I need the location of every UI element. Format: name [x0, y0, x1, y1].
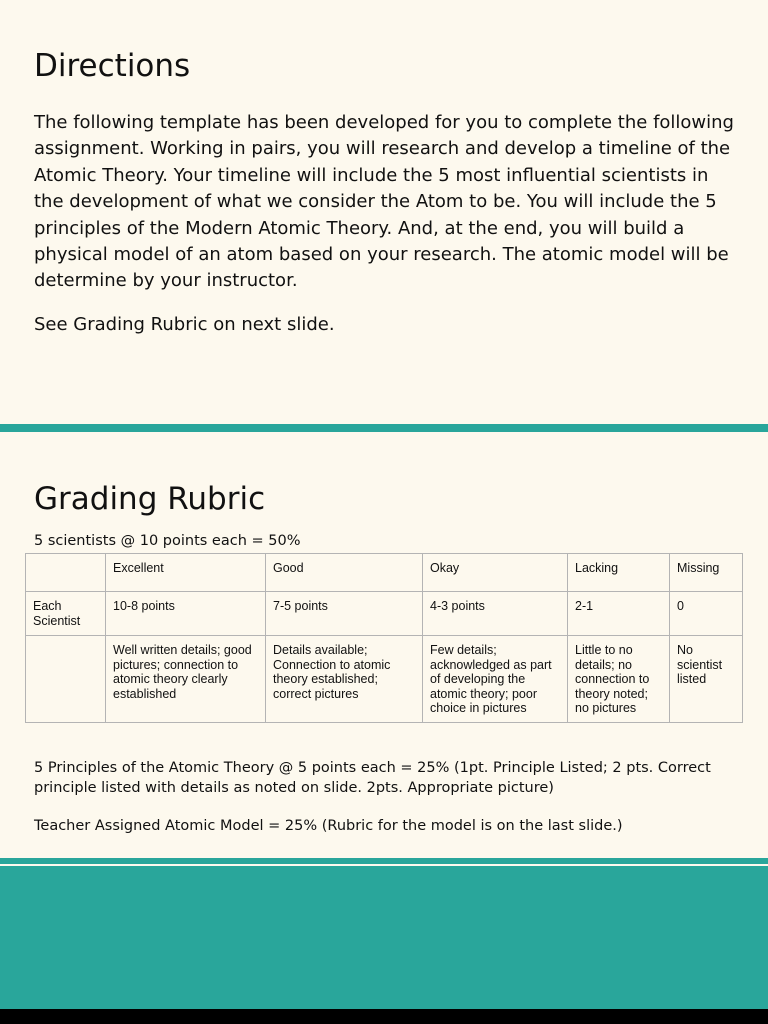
- table-header-cell: [26, 554, 106, 592]
- table-cell: Few details; acknowledged as part of developing the atomic theory; poor choice in pictures: [423, 636, 568, 723]
- table-row: [26, 636, 743, 723]
- rubric-table: [25, 553, 743, 723]
- slide-divider-bar: [0, 424, 768, 432]
- table-cell: 10-8 points: [106, 592, 266, 636]
- table-header-cell: Excellent: [106, 554, 266, 592]
- table-cell: 7-5 points: [266, 592, 423, 636]
- directions-slide: [0, 0, 768, 424]
- directions-title: Directions: [34, 48, 191, 84]
- table-cell: 0: [670, 592, 743, 636]
- grading-rubric-slide: [0, 432, 768, 858]
- atomic-model-points-note: Teacher Assigned Atomic Model = 25% (Rubric for the model is on the last slide.): [34, 818, 623, 834]
- table-cell: Each Scientist: [26, 592, 106, 636]
- scientists-points-note: 5 scientists @ 10 points each = 50%: [34, 533, 301, 549]
- teal-footer-block: [0, 866, 768, 1009]
- table-header-row: [26, 554, 743, 592]
- table-header-cell: Okay: [423, 554, 568, 592]
- table-cell: Details available; Connection to atomic theory established; correct pictures: [266, 636, 423, 723]
- directions-paragraph: The following template has been developed for you to complete the following assignment. Working in pairs, you will research and develop a timeline of the Atomic Theory. Your timeline will include the 5 most influential scientists in the development of what we consider the Atom to be. You will include the 5 principles of the Modern Atomic Theory. And, at the end, you will build a physical model of an atom based on your research. The atomic model will be determine by your instructor.: [34, 112, 734, 292]
- table-cell: 2-1: [568, 592, 670, 636]
- table-header-cell: Lacking: [568, 554, 670, 592]
- table-cell: Well written details; good pictures; connection to atomic theory clearly established: [106, 636, 266, 723]
- table-row: [26, 592, 743, 636]
- table-cell: No scientist listed: [670, 636, 743, 723]
- table-header-cell: Missing: [670, 554, 743, 592]
- grading-rubric-title: Grading Rubric: [34, 481, 266, 517]
- table-cell: [26, 636, 106, 723]
- table-cell: 4-3 points: [423, 592, 568, 636]
- principles-points-note: 5 Principles of the Atomic Theory @ 5 points each = 25% (1pt. Principle Listed; 2 pts. Correct principle listed with details as noted on slide. 2pts. Appropriate picture): [34, 760, 711, 796]
- see-rubric-note: See Grading Rubric on next slide.: [34, 314, 335, 335]
- table-header-cell: Good: [266, 554, 423, 592]
- table-cell: Little to no details; no connection to theory noted; no pictures: [568, 636, 670, 723]
- black-footer-strip: [0, 1009, 768, 1024]
